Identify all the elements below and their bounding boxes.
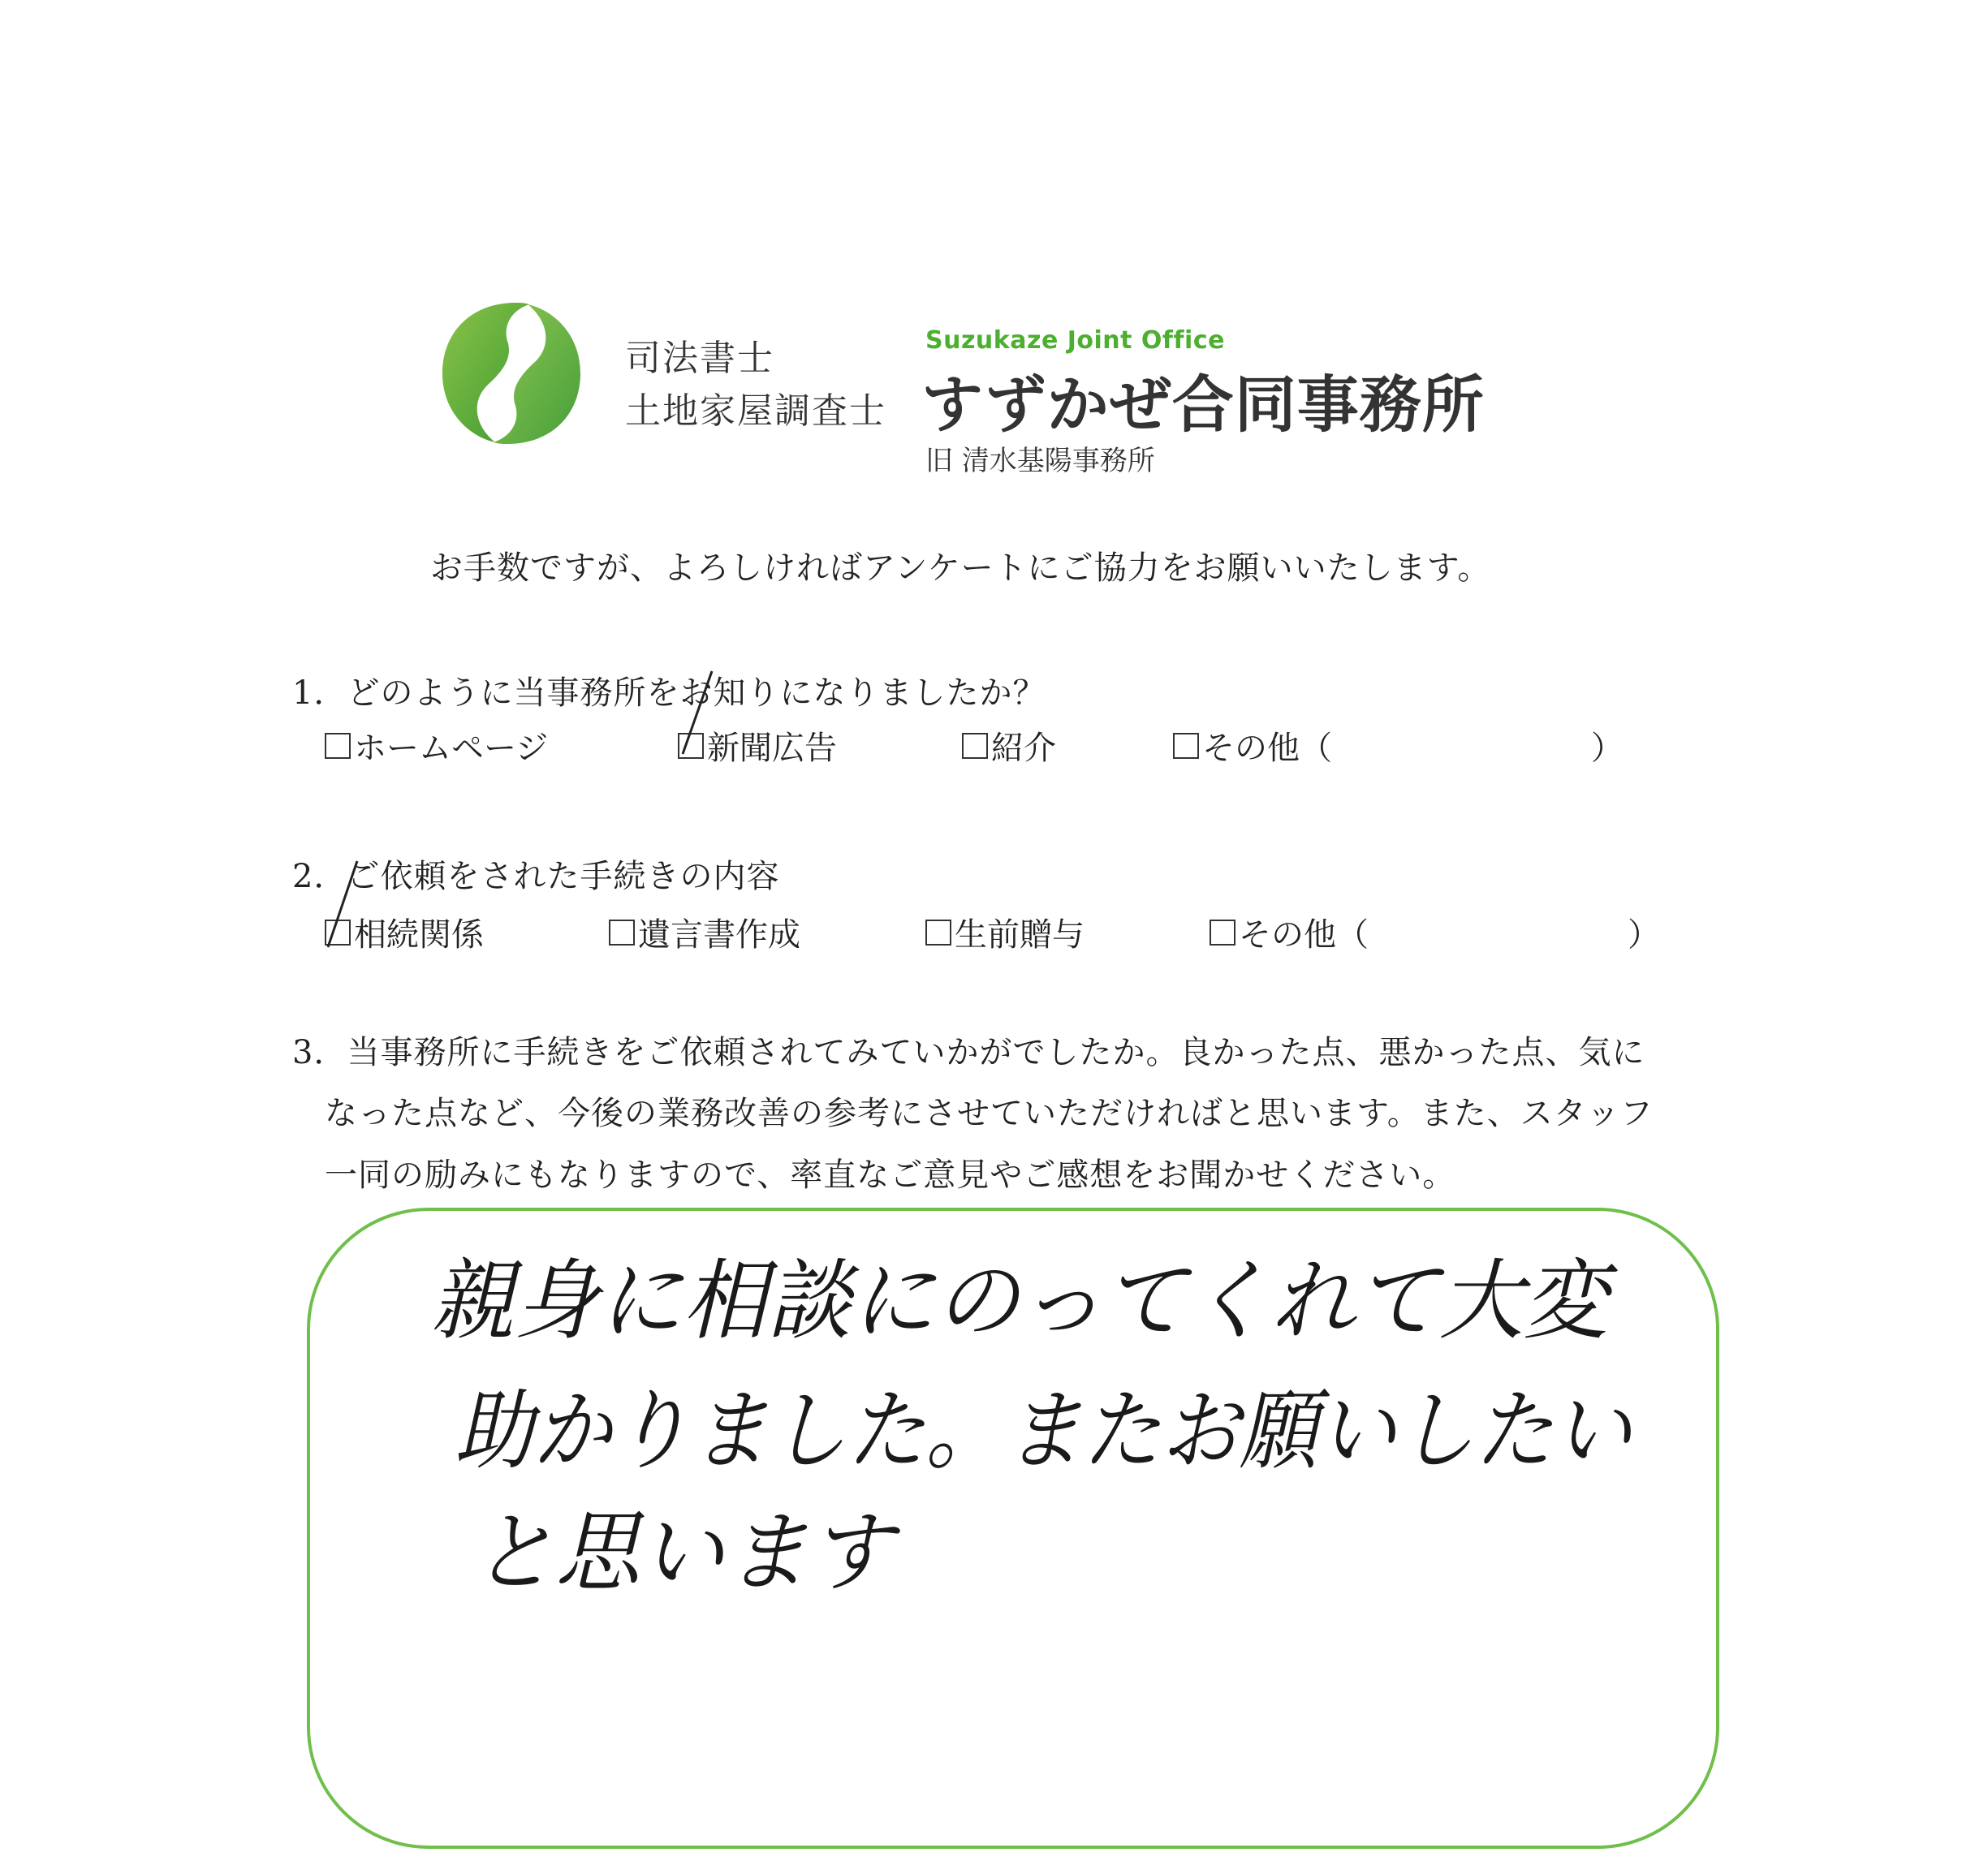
q1-option-referral[interactable]: 紹介 xyxy=(962,722,1056,769)
qualification-judicial-scrivener: 司法書士 xyxy=(625,338,774,379)
question-1-label: 1．どのように当事務所をお知りになりましたか？ xyxy=(292,674,1046,712)
q2-option-other[interactable]: その他（ xyxy=(1210,909,1369,955)
q2-option-inheritance[interactable]: 相続関係 xyxy=(325,909,484,955)
check-mark-icon xyxy=(326,856,375,954)
office-logo xyxy=(438,296,584,450)
question-3-line-2: なった点など、今後の業務改善の参考にさせていただければと思います。また、スタッフ xyxy=(325,1095,1654,1132)
svg-text:と思います: と思います xyxy=(471,1502,901,1604)
svg-text:親身に相談にのってくれて大変: 親身に相談にのってくれて大変 xyxy=(430,1251,1619,1352)
q1-option-homepage[interactable]: ホームページ xyxy=(325,722,548,769)
q2-option-gift[interactable]: 生前贈与 xyxy=(925,909,1085,955)
checkbox-checked[interactable] xyxy=(325,920,351,946)
checkbox[interactable] xyxy=(609,920,635,946)
question-3-line-1: 3．当事務所に手続きをご依頼されてみていかがでしたか。良かった点、悪かった点、気に xyxy=(292,1034,1645,1071)
checkbox[interactable] xyxy=(925,920,951,946)
handwritten-answer xyxy=(430,1242,1648,1615)
q1-other-close-paren: ） xyxy=(1591,730,1624,767)
q2-option-will[interactable]: 遺言書作成 xyxy=(609,909,800,955)
check-mark-icon xyxy=(679,663,728,760)
checkbox[interactable] xyxy=(1173,733,1199,759)
question-3-line-3: 一同の励みにもなりますので、率直なご意見やご感想をお聞かせください。 xyxy=(325,1157,1456,1194)
checkbox[interactable] xyxy=(962,733,988,759)
checkbox-checked[interactable] xyxy=(678,733,704,759)
former-office-name: 旧 清水基陽事務所 xyxy=(925,445,1155,477)
qualification-land-surveyor: 土地家屋調査士 xyxy=(625,390,886,432)
q2-other-close-paren: ） xyxy=(1628,916,1660,954)
office-name-english: Suzukaze Joint Office xyxy=(925,326,1225,355)
survey-intro: お手数ですが、よろしければアンケートにご協力をお願いいたします。 xyxy=(430,549,1491,587)
checkbox[interactable] xyxy=(1210,920,1235,946)
svg-text:助かりました。またお願いしたい: 助かりました。またお願いしたい xyxy=(455,1381,1632,1482)
checkbox[interactable] xyxy=(325,733,351,759)
question-2-label: 2．ご依頼をされた手続きの内容 xyxy=(292,858,780,895)
office-name-japanese: すずかぜ合同事務所 xyxy=(921,368,1485,441)
q1-option-other[interactable]: その他（ xyxy=(1173,722,1332,769)
q1-option-newspaper[interactable]: 新聞広告 xyxy=(678,722,837,769)
